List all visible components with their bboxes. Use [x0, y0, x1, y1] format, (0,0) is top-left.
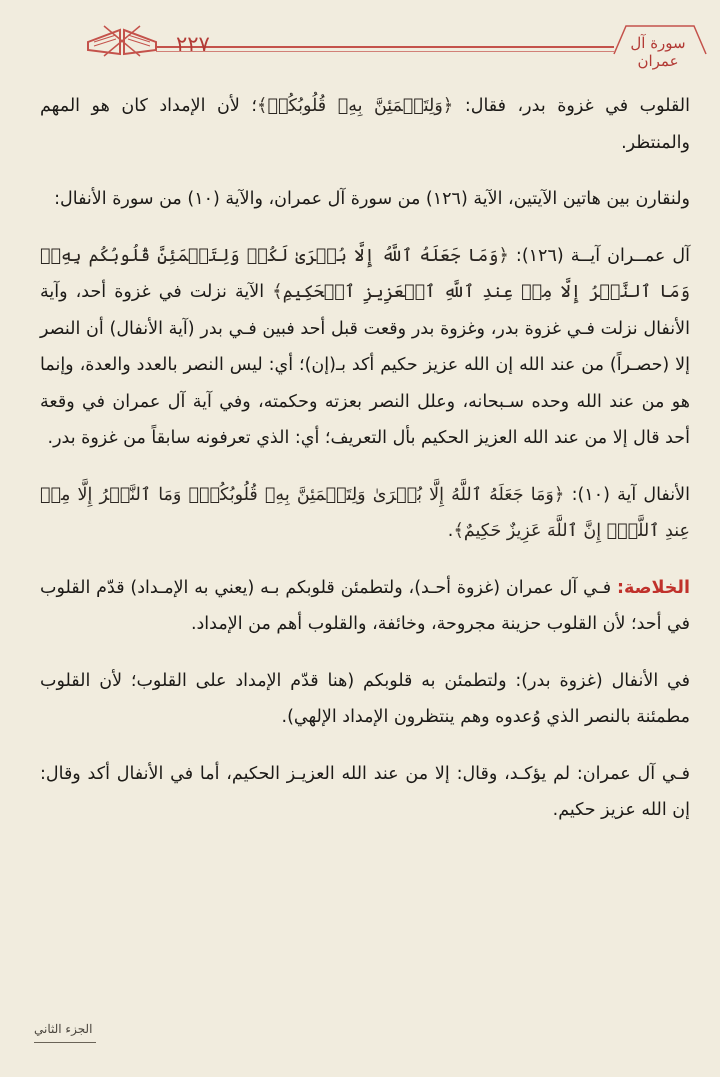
page-header	[0, 18, 720, 70]
surah-title: سورة آل عمران	[630, 34, 686, 70]
paragraph-5	[40, 570, 690, 643]
quran-brace-open: ﴿	[498, 244, 509, 266]
quran-brace-open: ﴿	[553, 483, 565, 505]
page-number: ٢٢٧	[176, 32, 210, 56]
paragraph-1	[40, 88, 690, 161]
quran-brace-close: ﴾	[272, 281, 283, 302]
paragraph-3-heading: آل عمــران آيــة (١٢٦):	[508, 245, 690, 266]
paragraph-4	[40, 477, 690, 550]
header-rule-thin	[156, 51, 614, 52]
footer-underline	[34, 1042, 96, 1043]
paragraph-6: في الأنفال (غزوة بدر): ولتطمئن به قلوبكم (هنا قدّم الإمداد على القلوب؛ لأن القلوب مطمئنة بالنصر الذي وُعدوه وهم ينتظرون الإمداد الإلهي).	[40, 670, 690, 727]
quran-verse: وَمَا جَعَلَهُ ٱللَّهُ إِلَّا بُشۡرَىٰ وَلِتَطۡمَئِنَّ بِهِۦ قُلُوبُكُمۡۚ وَمَا ٱلنَّصۡرُ إِلَّا مِنۡ عِندِ ٱللَّهِۚ إِنَّ ٱللَّهَ عَزِيزٌ حَكِيمٌ	[40, 484, 690, 541]
summary-text: فـي آل عمران (غزوة أحـد)، ولتطمئن قلوبكم بـه (يعني به الإمـداد) قدّم القلوب في أحد؛ لأن القلوب حزينة مجروحة، وخائفة، والقلوب أهم من الإمداد.	[40, 577, 690, 634]
paragraph-4-text: .	[447, 521, 454, 541]
quran-brace-open: ﴿	[442, 95, 454, 116]
paragraph-2: ولنقارن بين هاتين الآيتين، الآية (١٢٦) من سورة آل عمران، والآية (١٠) من سورة الأنفال:	[54, 189, 690, 209]
paragraph-1-text-b: ؛ لأن الإمداد كان هو المهم والمنتظر.	[40, 96, 690, 153]
summary-label: الخلاصة:	[617, 577, 690, 598]
quran-verse: وَمَا جَعَلَهُ ٱللَّهُ إِلَّا بُشۡرَىٰ لَكُمۡ وَلِتَطۡمَئِنَّ قُلُوبُكُم بِهِۦۗ وَمَا ٱلنَّصۡرُ إِلَّا مِنۡ عِندِ ٱللَّهِ ٱلۡعَزِيزِ ٱلۡحَكِيمِ	[40, 245, 690, 302]
paragraph-1-text-a: القلوب في غزوة بدر، فقال:	[453, 96, 691, 116]
page-content	[40, 88, 690, 829]
paragraph-3-text: الآية نزلت في غزوة أحد، وآية الأنفال نزلت فـي غزوة بدر، وغزوة بدر وقعت قبل أحد فبين فـي بدر (آية الأنفال) أن النصر إلا (حصـراً) من عند الله إن الله عزيز حكيم أكد بـ(إن)؛ أي: ليس النصر بالعدد والعدة، وإنما هو من عند الله وحده سـبحانه، وعلل النصر بعزته وحكمته، وفي آية آل عمران في وقعة أحد قال إلا من عند الله العزيز الحكيم بأل التعريف؛ أي: الذي تعرفونه سابقاً من غزوة بدر.	[40, 282, 690, 448]
paragraph-3	[40, 238, 690, 457]
quran-brace-close: ﴾	[256, 95, 268, 116]
part-label: الجزء الثاني	[34, 1022, 93, 1036]
header-rule	[156, 46, 614, 48]
quran-verse: وَلِتَطۡمَئِنَّ بِهِۦ قُلُوبُكُمۡ	[267, 96, 443, 116]
quran-brace-close: ﴾	[453, 520, 464, 541]
paragraph-7: فـي آل عمران: لم يؤكـد، وقال: إلا من عند الله العزيـز الحكيم، أما في الأنفال أكد وقال: إن الله عزيز حكيم.	[40, 763, 690, 820]
open-book-icon	[84, 20, 160, 60]
paragraph-4-heading: الأنفال آية (١٠):	[564, 484, 690, 505]
